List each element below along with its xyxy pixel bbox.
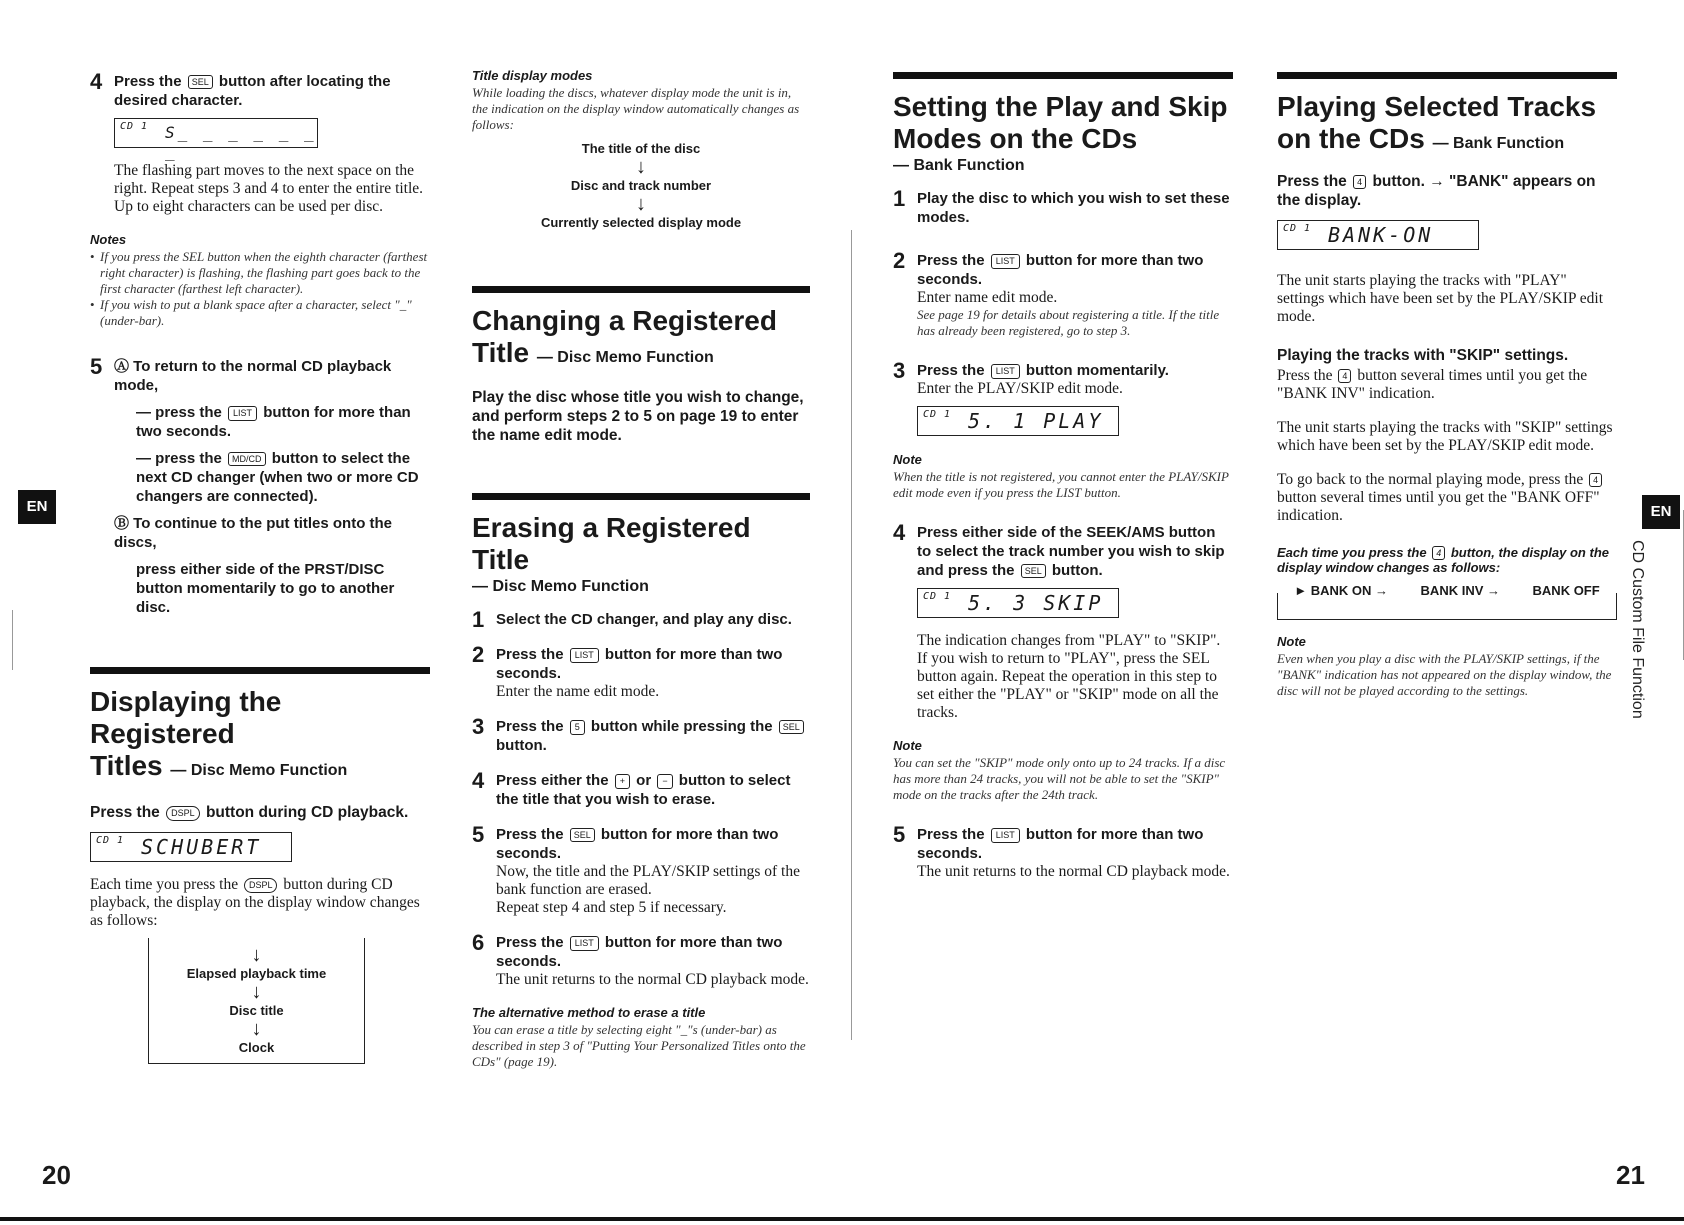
playskip-step-2: 2 Press the LIST button for more than two seconds. Enter name edit mode. See page 19 for details about registering a title. If the title has already been registered, go to step 3. [893,248,1220,338]
step-5-options: 5 Ⓐ To return to the normal CD playback mode, — press the LIST button for more than two seconds. — press the MD/CD button to select the next CD changer (when two or more CD changers are connected). Ⓑ To continue to the put titles onto the discs, press either side of the PRST/DISC button momentarily to go to another disc. [90,354,419,616]
erase-step-4: 4 Press either the + or − button to select the title that you wish to erase. [472,768,791,808]
list-button-icon: LIST [991,828,1020,843]
list-button-icon: LIST [991,364,1020,379]
sel-button-icon: SEL [1021,564,1046,578]
playskip-step-3: 3 Press the LIST button momentarily. Enter the PLAY/SKIP edit mode. CD 1 5. 1 PLAY [893,361,1233,436]
column-2 [472,68,810,1070]
section-displaying-titles: Displaying the Registered Titles — Disc Memo Function Press the DSPL button during CD playback. CD 1 SCHUBERT Each time you press the DSPL button during CD playback, the display on the display window changes as follows: ↓ Elapsed playback time ↓ Disc title ↓ Clock [90,667,430,1064]
list-button-icon: LIST [228,406,257,421]
en-tab-left: EN [18,490,56,524]
erase-step-2: 2 Press the LIST button for more than two seconds. Enter the name edit mode. [472,642,783,700]
center-divider [851,230,852,1040]
erase-step-5: 5 Press the SEL button for more than two seconds. Now, the title and the PLAY/SKIP settings of the bank function are erased. Repeat step 4 and step 5 if necessary. [472,822,800,916]
lcd-display: CD 1 5. 1 PLAY [917,406,1119,436]
sel-button-icon: SEL [779,720,804,734]
column-4: Playing Selected Tracks on the CDs — Bank Function Press the 4 button. → "BANK" appears on the display. CD 1 BANK-ON The unit starts playing the tracks with "PLAY" settings which have been set by the PLAY/SKIP edit mode. Playing the tracks with "SKIP" settings. Press the 4 button several times until you get the "BANK INV" indication. The unit starts playing the tracks with "SKIP" settings which have been set by the PLAY/SKIP edit mode. To go back to the normal playing mode, press the 4 button several times until you get the "BANK OFF" indication. Each time you press the 4 button, the display on the display window changes as follows: ► BANK ON → BANK INV → BANK OFF Note Even when you play a disc with the PLAY/SKIP settings, if the "BANK" indication has not appeared on the display window, the disc will not be played according to the settings. [1277,72,1617,699]
step-instruction: Press the SEL button after locating the desired character. [114,73,391,109]
section-title: Changing a Registered Title — Disc Memo Function [472,305,777,368]
playskip-step-1: 1 Play the disc to which you wish to set these modes. [893,186,1230,226]
side-section-label: CD Custom File Function [1629,540,1646,719]
column-1 [90,60,430,1064]
step-4-locate [90,69,430,216]
section-title: Playing Selected Tracks on the CDs — Bank Function [1277,91,1597,154]
display-flow: ↓ Elapsed playback time ↓ Disc title ↓ Clock [148,938,365,1064]
page-number-left: 20 [42,1160,71,1190]
bank-4-button-icon: 4 [1353,175,1366,189]
arrow-down-icon: ↓ [636,193,646,215]
playskip-step-5: 5 Press the LIST button for more than two seconds. The unit returns to the normal CD playback mode. [893,822,1230,880]
bank-4-button-icon: 4 [1432,546,1445,560]
arrow-down-icon: ↓ [251,1018,262,1040]
notes-heading: Notes [90,232,127,247]
sel-button-icon: SEL [188,75,213,89]
lcd-display: CD 1 BANK-ON [1277,220,1479,250]
bank-mode-flow: ► BANK ON → BANK INV → BANK OFF [1277,593,1617,620]
arrow-down-icon: ↓ [251,944,262,966]
arrow-down-icon: ↓ [636,156,646,178]
lcd-display: CD 1 S_ _ _ _ _ _ _ [114,118,318,148]
section-title: Erasing a Registered Title [472,512,751,575]
dspl-button-icon: DSPL [166,806,200,821]
column-3: Setting the Play and Skip Modes on the CDs — Bank Function 1 Play the disc to which you wish to set these modes. 2 Press the LIST button for more than two seconds. Enter name edit mode. See page 19 for details about registering a title. If the title has already been registered, go to step 3. 3 Press the LIST button momentarily. Enter the PLAY/SKIP edit mode. CD 1 5. 1 PLAY Note When the title is not registered, you cannot enter the PLAY/SKIP edit mode even if you press the LIST button. 4 Press either side of the SEEK/AMS button to select the track number you wish to skip and press the SEL button. CD 1 5. 3 SKIP The indication changes from "PLAY" to "SKIP". If you wish to return to "PLAY", press the SEL button again. Repeat the operation in this step to set either the "PLAY" or "SKIP" mode on all the tracks. Note You can set the "SKIP" mode only onto up to 24 tracks. If a disc has more than 24 tracks, you will not be able to set the "SKIP" mode on the tracks after the 24th track. 5 Press the LIST button for more than two seconds. The unit returns to the normal CD playback mode. [893,72,1233,897]
bank-4-button-icon: 4 [1338,369,1351,383]
lcd-display: CD 1 5. 3 SKIP [917,588,1119,618]
md-cd-button-icon: MD/CD [228,452,266,466]
disc-up-button-icon: + [615,774,630,789]
en-tab-right: EN [1642,495,1680,529]
step-body: The flashing part moves to the next space on the right. Repeat steps 3 and 4 to enter the entire title. Up to eight characters can be used per disc. [114,162,424,215]
section-title: Displaying the Registered Titles — Disc Memo Function [90,686,348,781]
section-changing-title: Changing a Registered Title — Disc Memo Function Play the disc whose title you wish to change, and perform steps 2 to 5 on page 19 to enter the name edit mode. [472,286,810,445]
left-margin-mark [12,610,13,670]
lcd-display: CD 1 SCHUBERT [90,832,292,862]
note-item: • If you wish to put a blank space after a character, select "_" (under-bar). [90,297,430,329]
erase-step-1: 1 Select the CD changer, and play any disc. [472,607,792,632]
page-number-right: 21 [1616,1160,1645,1190]
note-item: • If you press the SEL button when the eighth character (farthest right character) is flashing, the flashing part goes back to the first character (farthest left character). [90,249,430,297]
section-title: Setting the Play and Skip Modes on the CDs [893,91,1228,154]
section-erasing-title: Erasing a Registered Title — Disc Memo Function 1 Select the CD changer, and play any disc. 2 Press the LIST button for more than two seconds. Enter the name edit mode. 3 Press the 5 button while pressing the SEL button. 4 Press either the + or − button to select the title that you wish to erase. 5 Press the SEL button for more than two seconds. Now, the title and the PLAY/SKIP settings of the bank function are erased. Repeat step 4 and step 5 if necessary. 6 Press the LIST button for more than two seconds. The unit returns to the normal CD playback mode. The alternative method to erase a title You can erase a title by selecting eight "_"s (under-bar) as described in step 3 of "Putting Your Personalized Titles onto the CDs" (page 19). [472,493,810,1070]
erase-step-6: 6 Press the LIST button for more than two seconds. The unit returns to the normal CD playback mode. [472,930,809,988]
list-button-icon: LIST [570,936,599,951]
bottom-rule [0,1217,1684,1221]
erase-step-3: 3 Press the 5 button while pressing the SEL button. [472,717,810,755]
disc-down-button-icon: − [657,774,672,789]
arrow-down-icon: ↓ [251,981,262,1003]
section-rule [90,667,430,674]
title-display-modes: Title display modes While loading the discs, whatever display mode the unit is in, the indication on the display window automatically changes as follows: The title of the disc ↓ Disc and track number ↓ Currently selected display mode [472,68,810,230]
list-button-icon: LIST [570,648,599,663]
list-button-icon: LIST [991,254,1020,269]
playskip-step-4: 4 Press either side of the SEEK/AMS button to select the track number you wish to skip and press the SEL button. CD 1 5. 3 SKIP The indication changes from "PLAY" to "SKIP". If you wish to return to "PLAY", press the SEL button again. Repeat the operation in this step to set either the "PLAY" or "SKIP" mode on all the tracks. [893,520,1225,721]
preset-5-button-icon: 5 [570,720,585,735]
notes-block [90,232,430,329]
sel-button-icon: SEL [570,828,595,842]
modes-flow: The title of the disc ↓ Disc and track number ↓ Currently selected display mode [472,141,810,230]
bank-4-button-icon: 4 [1589,473,1602,487]
step-number: 4 [90,69,103,94]
dspl-button-icon: DSPL [244,878,278,893]
